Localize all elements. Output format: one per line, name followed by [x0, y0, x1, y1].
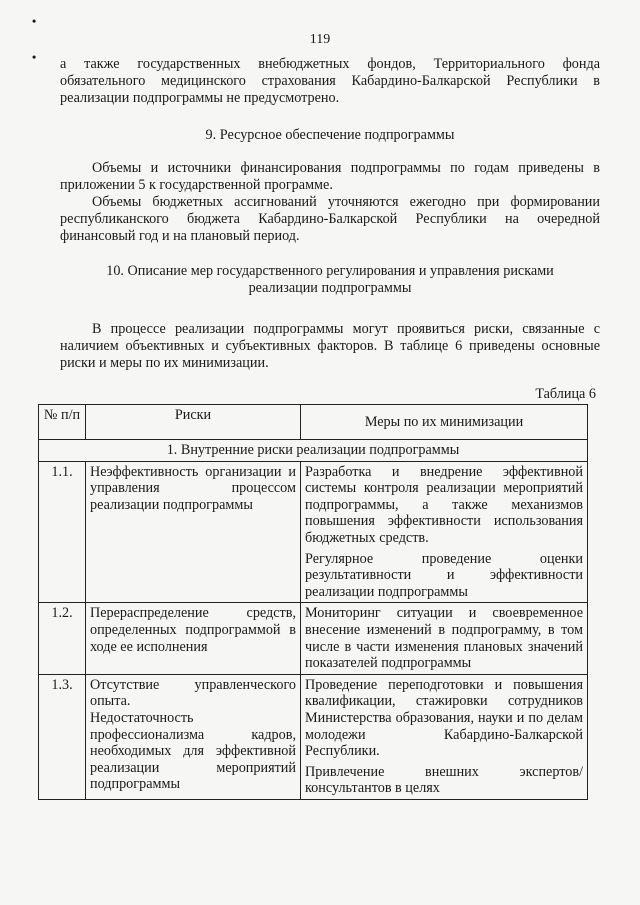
row-number: 1.2.	[39, 603, 86, 674]
table-row	[39, 461, 588, 603]
measures-cell	[301, 461, 588, 603]
risks-table	[38, 404, 588, 800]
measure-text: Мониторинг ситуации и своевременное внесение изменений в подпрограмму, в том числе в части изменения плановых значений показателей подпрограммы	[305, 605, 583, 672]
table-section-row	[39, 440, 588, 462]
measure-text: Привлечение внешних экспертов/консультантов в целях	[305, 763, 583, 797]
document-body	[60, 56, 600, 409]
risk-text: Недостаточность профессионализма кадров, необходимых для эффективной реализации мероприятий подпрограммы	[90, 709, 296, 793]
risk-text: Перераспределение средств, определенных подпрограммой в ходе ее исполнения	[90, 605, 296, 655]
margin-mark: •	[32, 50, 37, 64]
table-row	[39, 603, 588, 674]
risk-cell	[86, 461, 301, 603]
page-number: 119	[309, 32, 331, 47]
table-caption: Таблица 6	[535, 386, 596, 402]
header-num: № п/п	[39, 405, 86, 440]
header-measures: Меры по их минимизации	[301, 405, 588, 440]
section-10-paragraph: В процессе реализации подпрограммы могут проявиться риски, связанные с наличием объективных и субъективных факторов. В таблице 6 приведены основные риски и меры по их минимизации.	[60, 321, 600, 371]
measures-cell	[301, 603, 588, 674]
risk-cell	[86, 674, 301, 799]
risk-text: Неэффективность организации и управления процессом реализации подпрограммы	[90, 463, 296, 513]
measure-text: Проведение переподготовки и повышения квалификации, стажировки сотрудников Министерства образования, науки и по делам молодежи Кабардино-Балкарской Республики.	[305, 676, 583, 760]
section-9-title: 9. Ресурсное обеспечение подпрограммы	[205, 127, 455, 143]
section-9-paragraph-2: Объемы бюджетных ассигнований уточняются ежегодно при формировании республиканского бюджета Кабардино-Балкарской Республики на очередной финансовый год и на плановый период.	[60, 194, 600, 244]
risk-text: Отсутствие управленческого опыта.	[90, 676, 296, 710]
section-10-title-line-2: реализации подпрограммы	[248, 280, 412, 296]
header-risks: Риски	[86, 405, 301, 440]
measure-text: Регулярное проведение оценки результативности и эффективности реализации подпрограммы	[305, 550, 583, 600]
margin-mark: •	[32, 14, 37, 28]
intro-paragraph: а также государственных внебюджетных фондов, Территориального фонда обязательного медицинского страхования Кабардино-Балкарской Республики в реализации подпрограммы не предусмотрено.	[60, 56, 600, 106]
table-header-row	[39, 405, 588, 440]
section-title: 1. Внутренние риски реализации подпрограммы	[39, 440, 588, 462]
section-9-paragraph-1: Объемы и источники финансирования подпрограммы по годам приведены в приложении 5 к государственной программе.	[60, 160, 600, 193]
row-number: 1.1.	[39, 461, 86, 603]
measures-cell	[301, 674, 588, 799]
section-10-title-line-1: 10. Описание мер государственного регулирования и управления рисками	[106, 263, 554, 279]
risk-cell	[86, 603, 301, 674]
section-10-title	[60, 263, 600, 297]
row-number: 1.3.	[39, 674, 86, 799]
table-row	[39, 674, 588, 799]
measure-text: Разработка и внедрение эффективной системы контроля реализации мероприятий подпрограммы, а также механизмов повышения эффективности использования бюджетных средств.	[305, 463, 583, 546]
